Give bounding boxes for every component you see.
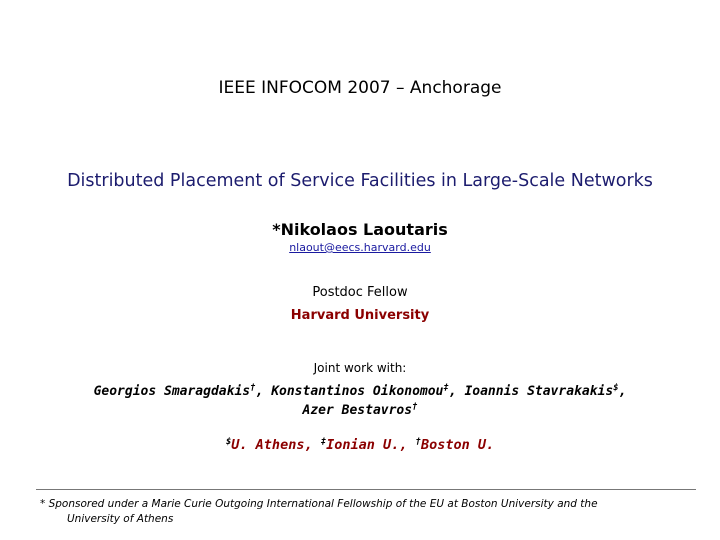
separator: , (448, 384, 465, 399)
coauthor-mark: † (412, 402, 418, 412)
coauthors-line-1 (0, 383, 720, 399)
coauthor-bestavros: Azer Bestavros (302, 403, 413, 418)
coauthor-mark: $ (613, 383, 619, 393)
coauthors-line-2 (0, 402, 720, 418)
footnote-line-2: University of Athens (67, 513, 174, 525)
affiliation-boston: Boston U. (420, 437, 495, 453)
footnote-divider (36, 489, 696, 490)
joint-work-label: Joint work with: (313, 361, 407, 375)
affiliation-ionian: Ionian U., (326, 437, 416, 453)
conference-header: IEEE INFOCOM 2007 – Anchorage (218, 78, 502, 98)
coauthor-oikonomou: Konstantinos Oikonomou (271, 384, 444, 399)
affiliation-athens: U. Athens, (231, 437, 321, 453)
author-name: *Nikolaos Laoutaris (272, 220, 448, 239)
author-position: Postdoc Fellow (312, 285, 408, 300)
separator: , (255, 384, 272, 399)
footnote-line-1: * Sponsored under a Marie Curie Outgoing International Fellowship of the EU at Boston University and the (40, 498, 598, 510)
author-institution: Harvard University (290, 308, 430, 323)
affiliation-mark: $ (225, 437, 232, 447)
separator: , (618, 384, 627, 399)
coauthor-smaragdakis: Georgios Smaragdakis (93, 384, 251, 399)
affiliation-mark: † (415, 437, 421, 447)
affiliation-mark: ‡ (320, 437, 327, 447)
coauthor-mark: ‡ (443, 383, 449, 393)
affiliations (0, 437, 720, 453)
coauthor-mark: † (250, 383, 256, 393)
footnote (40, 497, 680, 527)
slide-title: Distributed Placement of Service Facilities in Large-Scale Networks (67, 171, 653, 191)
author-email-link[interactable]: nlaout@eecs.harvard.edu (289, 241, 431, 254)
coauthor-stavrakakis: Ioannis Stavrakakis (464, 384, 614, 399)
